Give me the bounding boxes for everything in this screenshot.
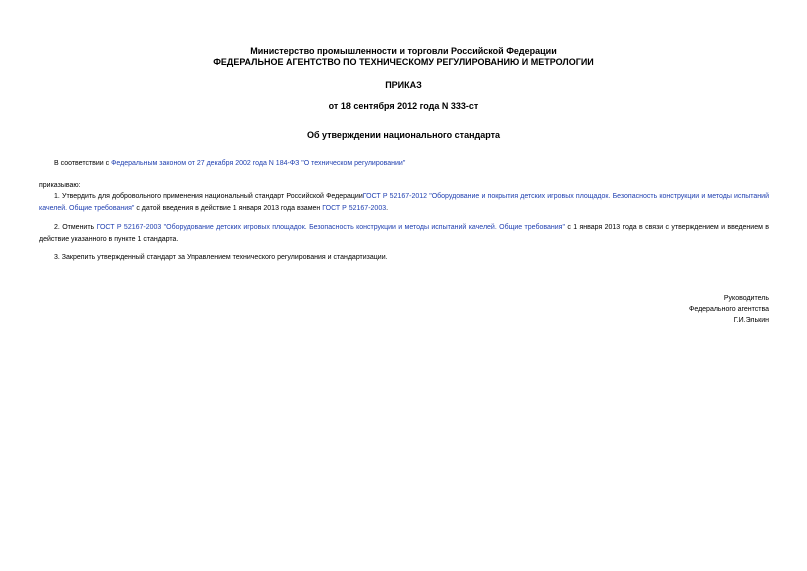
document-date-number: от 18 сентября 2012 года N 333-ст bbox=[328, 101, 479, 111]
item-1-text: 1. Утвердить для добровольного применения национальный стандарт Российской Федерации bbox=[54, 193, 363, 200]
ministry-title: Министерство промышленности и торговли Российской Федерации bbox=[250, 46, 557, 56]
document-subject: Об утверждении национального стандарта bbox=[306, 130, 501, 140]
federal-law-link[interactable]: Федеральным законом от 27 декабря 2002 года N 184-ФЗ "О техническом регулировании" bbox=[111, 160, 406, 167]
item-2 bbox=[39, 222, 769, 246]
document-type: ПРИКАЗ bbox=[385, 80, 422, 90]
gost-2003-full-link[interactable]: ГОСТ Р 52167-2003 "Оборудование детских игровых площадок. Безопасность конструкции и методы испытаний качелей. Общие требования" bbox=[96, 224, 565, 231]
item-2-text-b: с 1 января 2013 года в связи с утверждением и введением в действие указанного в пункте 1 стандарта. bbox=[39, 224, 769, 243]
signature-title-2: Федерального агентства bbox=[689, 306, 769, 313]
item-1 bbox=[39, 191, 769, 215]
preamble bbox=[54, 158, 769, 170]
agency-title: ФЕДЕРАЛЬНОЕ АГЕНТСТВО ПО ТЕХНИЧЕСКОМУ РЕГУЛИРОВАНИЮ И МЕТРОЛОГИИ bbox=[213, 57, 594, 67]
item-1-text-c: . bbox=[386, 205, 389, 212]
gost-2012-link[interactable]: ГОСТ Р 52167-2012 "Оборудование и покрытия детских игровых площадок. Безопасность конструкции и методы испытаний качелей. Общие требования" bbox=[39, 193, 769, 212]
signature-title-1: Руководитель bbox=[723, 295, 769, 302]
item-1-text-b: с датой введения в действие 1 января 2013 года взамен bbox=[134, 205, 323, 212]
item-2-text: 2. Отменить bbox=[54, 224, 97, 231]
preamble-prefix: В соответствии с bbox=[54, 160, 112, 167]
item-3: 3. Закрепить утвержденный стандарт за Управлением технического регулирования и стандартизации. bbox=[54, 254, 388, 261]
gost-2003-link[interactable]: ГОСТ Р 52167-2003 bbox=[322, 205, 387, 212]
order-word: приказываю: bbox=[39, 182, 81, 189]
signature-name: Г.И.Элькин bbox=[733, 317, 769, 324]
